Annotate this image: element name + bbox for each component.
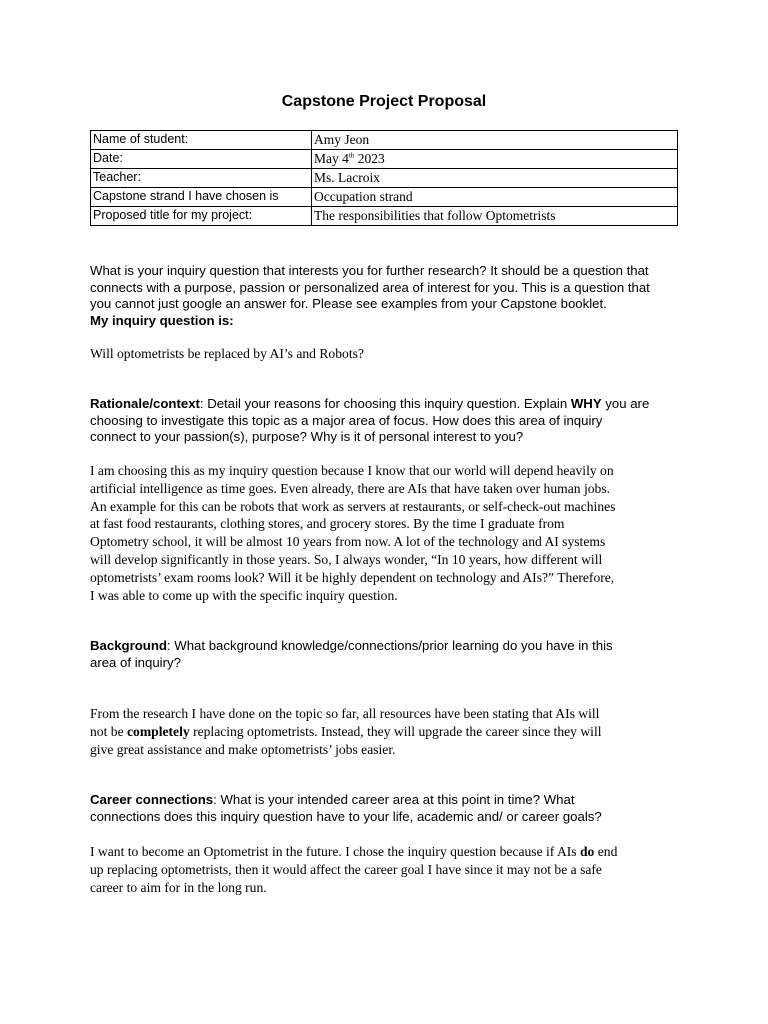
inquiry-prompt	[90, 263, 690, 329]
date-ordinal: th	[348, 151, 355, 160]
prompt-line: you cannot just google an answer for. Please see examples from your Capstone booklet.	[90, 296, 607, 311]
strand-label: Capstone strand I have chosen is	[91, 188, 312, 207]
prompt-line: connects with a purpose, passion or personalized area of interest for you. This is a question that	[90, 279, 650, 295]
prompt-line: What is your inquiry question that interests you for further research? It should be a question that	[90, 263, 649, 278]
student-info-table	[90, 130, 678, 226]
answer-line: at fast food restaurants, clothing stores, and grocery stores. By the time I graduate from	[90, 516, 565, 532]
date-year: 2023	[354, 151, 385, 166]
rationale-heading: Rationale/context	[90, 396, 200, 411]
inquiry-label: My inquiry question is:	[90, 312, 234, 328]
answer-line: I want to become an Optometrist in the future. I chose the inquiry question because if AIs do end	[90, 844, 618, 859]
name-label: Name of student:	[91, 131, 312, 150]
table-row	[91, 169, 678, 188]
career-heading: Career connections	[90, 792, 214, 807]
answer-line: An example for this can be robots that work as servers at restaurants, or self-check-out machines	[90, 498, 616, 514]
date-month-day: May 4	[314, 151, 349, 166]
date-label: Date:	[91, 150, 312, 169]
background-answer	[90, 705, 690, 758]
rationale-prompt	[90, 396, 690, 446]
table-row	[91, 131, 678, 150]
table-row	[91, 207, 678, 226]
prompt-line: Career connections: What is your intended career area at this point in time? What	[90, 792, 575, 807]
inquiry-answer: Will optometrists be replaced by AI’s and Robots?	[90, 346, 364, 361]
answer-line: I am choosing this as my inquiry question because I know that our world will depend heavily on	[90, 463, 614, 478]
career-prompt	[90, 792, 690, 825]
prompt-line: connect to your passion(s), purpose? Why is it of personal interest to you?	[90, 429, 524, 444]
career-answer	[90, 843, 690, 896]
table-row	[91, 150, 678, 169]
project-title-label: Proposed title for my project:	[91, 207, 312, 226]
answer-line: will develop significantly in those years. So, I always wonder, “In 10 years, how different will	[90, 551, 603, 567]
prompt-line: choosing to investigate this topic as a major area of focus. How does this area of inquiry	[90, 412, 603, 428]
answer-line: optometrists’ exam rooms look? Will it be highly dependent on technology and AIs?” Therefore,	[90, 569, 615, 585]
table-row	[91, 188, 678, 207]
answer-line: Optometry school, it will be almost 10 years from now. A lot of the technology and AI systems	[90, 534, 606, 550]
teacher-value: Ms. Lacroix	[312, 169, 678, 188]
teacher-label: Teacher:	[91, 169, 312, 188]
background-prompt	[90, 638, 690, 671]
answer-line: up replacing optometrists, then it would affect the career goal I have since it may not be a safe	[90, 861, 602, 877]
answer-line: give great assistance and make optometrists’ jobs easier.	[90, 741, 396, 757]
name-value: Amy Jeon	[312, 131, 678, 150]
answer-line: career to aim for in the long run.	[90, 879, 267, 895]
page-title: Capstone Project Proposal	[281, 93, 487, 110]
prompt-line: connections does this inquiry question have to your life, academic and/ or career goals?	[90, 808, 602, 824]
prompt-line: Rationale/context: Detail your reasons for choosing this inquiry question. Explain WHY you are	[90, 396, 650, 411]
answer-line: not be completely replacing optometrists. Instead, they will upgrade the career since they will	[90, 723, 602, 739]
strand-value: Occupation strand	[312, 188, 678, 207]
answer-line: From the research I have done on the topic so far, all resources have been stating that AIs will	[90, 706, 600, 721]
date-value	[312, 150, 678, 169]
answer-line: artificial intelligence as time goes. Even already, there are AIs that have taken over human jobs.	[90, 480, 611, 496]
prompt-line: Background: What background knowledge/connections/prior learning do you have in this	[90, 638, 613, 653]
answer-line: I was able to come up with the specific inquiry question.	[90, 587, 398, 603]
prompt-line: area of inquiry?	[90, 654, 181, 670]
project-title-value: The responsibilities that follow Optometrists	[312, 207, 678, 226]
background-heading: Background	[90, 638, 167, 653]
rationale-answer	[90, 462, 690, 604]
